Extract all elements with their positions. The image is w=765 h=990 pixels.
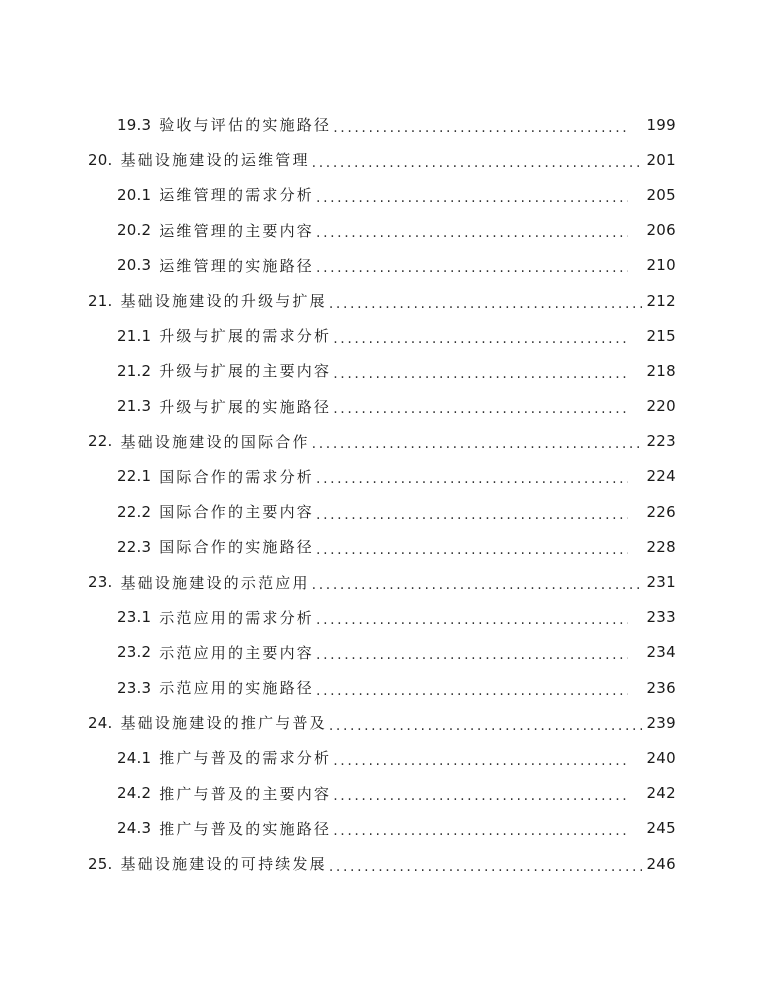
toc-section-entry[interactable] bbox=[0, 459, 676, 494]
toc-entry-page-number: 231 bbox=[646, 573, 676, 592]
toc-entry-page-number: 210 bbox=[646, 256, 676, 275]
toc-entry-page-number: 226 bbox=[646, 502, 676, 521]
toc-section-entry[interactable] bbox=[0, 318, 676, 353]
toc-entry-number: 19.3 bbox=[117, 115, 152, 134]
dot-leader bbox=[333, 788, 628, 804]
toc-entry-page-number: 246 bbox=[646, 854, 676, 873]
toc-entry-title: 升级与扩展的主要内容 bbox=[159, 362, 332, 381]
toc-entry-number: 21.2 bbox=[117, 361, 152, 380]
toc-chapter-entry[interactable] bbox=[0, 705, 676, 740]
toc-entry-page-number: 245 bbox=[646, 819, 676, 838]
toc-entry-number: 22.3 bbox=[117, 537, 152, 556]
toc-chapter-entry[interactable] bbox=[0, 142, 676, 177]
dot-leader bbox=[316, 542, 628, 558]
dot-leader bbox=[316, 225, 628, 241]
dot-leader bbox=[333, 401, 628, 417]
dot-leader bbox=[316, 683, 628, 699]
toc-entry-title: 示范应用的实施路径 bbox=[159, 679, 315, 698]
toc-entry-page-number: 236 bbox=[646, 678, 676, 697]
toc-entry-number: 23.3 bbox=[117, 678, 152, 697]
toc-entry-number: 21. bbox=[88, 291, 113, 310]
toc-entry-number: 25. bbox=[88, 854, 113, 873]
toc-entry-title: 国际合作的实施路径 bbox=[159, 538, 315, 557]
toc-entry-page-number: 224 bbox=[646, 467, 676, 486]
dot-leader bbox=[329, 718, 643, 734]
toc-entry-title: 推广与普及的主要内容 bbox=[159, 784, 332, 803]
toc-entry-page-number: 212 bbox=[646, 291, 676, 310]
dot-leader bbox=[333, 120, 628, 136]
toc-entry-number: 20.3 bbox=[117, 256, 152, 275]
toc-entry-number: 20. bbox=[88, 150, 113, 169]
toc-chapter-entry[interactable] bbox=[0, 564, 676, 599]
toc-entry-title: 基础设施建设的推广与普及 bbox=[120, 714, 327, 733]
toc-entry-page-number: 220 bbox=[646, 397, 676, 416]
toc-entry-number: 21.1 bbox=[117, 326, 152, 345]
toc-entry-page-number: 234 bbox=[646, 643, 676, 662]
toc-entry-title: 基础设施建设的国际合作 bbox=[120, 432, 310, 451]
toc-entry-page-number: 201 bbox=[646, 150, 676, 169]
toc-entry-title: 升级与扩展的需求分析 bbox=[159, 327, 332, 346]
toc-entry-title: 国际合作的主要内容 bbox=[159, 503, 315, 522]
toc-section-entry[interactable] bbox=[0, 670, 676, 705]
toc-chapter-entry[interactable] bbox=[0, 846, 676, 881]
toc-entry-number: 24.3 bbox=[117, 819, 152, 838]
dot-leader bbox=[329, 859, 643, 875]
toc-entry-page-number: 215 bbox=[646, 326, 676, 345]
toc-entry-number: 24.2 bbox=[117, 784, 152, 803]
dot-leader bbox=[333, 331, 628, 347]
toc-entry-title: 运维管理的需求分析 bbox=[159, 186, 315, 205]
toc-entry-title: 推广与普及的需求分析 bbox=[159, 749, 332, 768]
dot-leader bbox=[333, 753, 628, 769]
toc-entry-page-number: 228 bbox=[646, 537, 676, 556]
toc-entry-page-number: 205 bbox=[646, 185, 676, 204]
toc-chapter-entry[interactable] bbox=[0, 424, 676, 459]
toc-section-entry[interactable] bbox=[0, 600, 676, 635]
toc-entry-title: 示范应用的主要内容 bbox=[159, 643, 315, 662]
toc-entry-title: 运维管理的实施路径 bbox=[159, 256, 315, 275]
toc-entry-number: 20.1 bbox=[117, 185, 152, 204]
toc-entry-title: 国际合作的需求分析 bbox=[159, 467, 315, 486]
toc-entry-number: 23. bbox=[88, 573, 113, 592]
toc-entry-page-number: 218 bbox=[646, 361, 676, 380]
toc-entry-number: 23.2 bbox=[117, 643, 152, 662]
dot-leader bbox=[316, 507, 628, 523]
dot-leader bbox=[316, 471, 628, 487]
toc-entry-number: 22.2 bbox=[117, 502, 152, 521]
toc-entry-page-number: 206 bbox=[646, 221, 676, 240]
table-of-contents bbox=[0, 107, 765, 881]
toc-entry-page-number: 199 bbox=[646, 115, 676, 134]
toc-section-entry[interactable] bbox=[0, 811, 676, 846]
toc-section-entry[interactable] bbox=[0, 389, 676, 424]
toc-entry-page-number: 223 bbox=[646, 432, 676, 451]
dot-leader bbox=[316, 260, 628, 276]
dot-leader bbox=[333, 823, 628, 839]
toc-entry-title: 示范应用的需求分析 bbox=[159, 608, 315, 627]
dot-leader bbox=[316, 647, 628, 663]
toc-entry-title: 验收与评估的实施路径 bbox=[159, 116, 332, 135]
dot-leader bbox=[316, 612, 628, 628]
toc-section-entry[interactable] bbox=[0, 248, 676, 283]
toc-entry-title: 推广与普及的实施路径 bbox=[159, 819, 332, 838]
toc-entry-page-number: 233 bbox=[646, 608, 676, 627]
toc-entry-title: 基础设施建设的运维管理 bbox=[120, 151, 310, 170]
toc-entry-number: 22. bbox=[88, 432, 113, 451]
toc-entry-title: 升级与扩展的实施路径 bbox=[159, 397, 332, 416]
toc-entry-title: 基础设施建设的升级与扩展 bbox=[120, 292, 327, 311]
toc-entry-number: 22.1 bbox=[117, 467, 152, 486]
dot-leader bbox=[312, 436, 643, 452]
toc-section-entry[interactable] bbox=[0, 776, 676, 811]
dot-leader bbox=[333, 366, 628, 382]
toc-entry-number: 24. bbox=[88, 713, 113, 732]
toc-section-entry[interactable] bbox=[0, 635, 676, 670]
toc-entry-number: 20.2 bbox=[117, 221, 152, 240]
toc-entry-number: 23.1 bbox=[117, 608, 152, 627]
toc-section-entry[interactable] bbox=[0, 740, 676, 775]
toc-section-entry[interactable] bbox=[0, 529, 676, 564]
toc-entry-title: 基础设施建设的示范应用 bbox=[120, 573, 310, 592]
toc-chapter-entry[interactable] bbox=[0, 283, 676, 318]
dot-leader bbox=[312, 155, 643, 171]
toc-entry-number: 24.1 bbox=[117, 748, 152, 767]
toc-entry-page-number: 240 bbox=[646, 748, 676, 767]
toc-entry-title: 基础设施建设的可持续发展 bbox=[120, 855, 327, 874]
toc-section-entry[interactable] bbox=[0, 494, 676, 529]
dot-leader bbox=[316, 190, 628, 206]
toc-section-entry[interactable] bbox=[0, 107, 676, 142]
toc-entry-number: 21.3 bbox=[117, 397, 152, 416]
toc-entry-page-number: 239 bbox=[646, 713, 676, 732]
toc-entry-title: 运维管理的主要内容 bbox=[159, 221, 315, 240]
toc-entry-page-number: 242 bbox=[646, 784, 676, 803]
toc-section-entry[interactable] bbox=[0, 353, 676, 388]
toc-section-entry[interactable] bbox=[0, 177, 676, 212]
dot-leader bbox=[312, 577, 643, 593]
dot-leader bbox=[329, 296, 643, 312]
toc-section-entry[interactable] bbox=[0, 213, 676, 248]
